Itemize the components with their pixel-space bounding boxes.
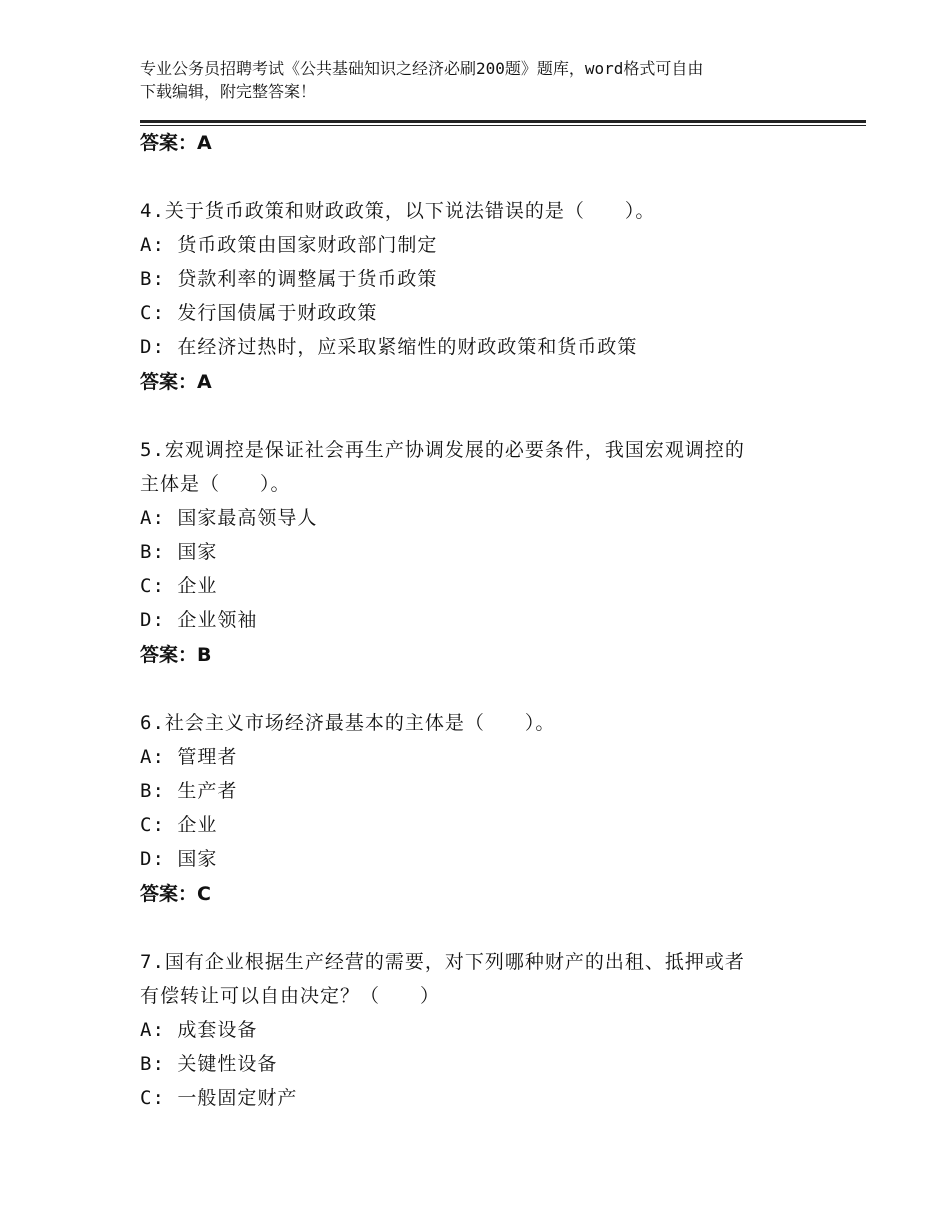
header-rule-thick xyxy=(140,120,866,123)
question-6-option-b: B: 生产者 xyxy=(140,780,238,802)
question-5-option-d: D: 企业领袖 xyxy=(140,609,258,631)
question-6-answer: 答案：C xyxy=(140,883,211,905)
header-rule-thin xyxy=(140,125,866,126)
question-5-answer: 答案：B xyxy=(140,644,212,666)
question-6-option-d: D: 国家 xyxy=(140,848,218,870)
question-4-stem: 4.关于货币政策和财政政策，以下说法错误的是（ ）。 xyxy=(140,200,656,222)
page-header xyxy=(140,57,820,103)
question-4-option-d: D: 在经济过热时，应采取紧缩性的财政政策和货币政策 xyxy=(140,336,638,358)
question-6-stem: 6.社会主义市场经济最基本的主体是（ ）。 xyxy=(140,712,556,734)
question-7-option-a: A: 成套设备 xyxy=(140,1019,258,1041)
question-4-option-b: B: 贷款利率的调整属于货币政策 xyxy=(140,268,438,290)
header-line-1: 专业公务员招聘考试《公共基础知识之经济必刷200题》题库，word格式可自由 xyxy=(140,59,704,78)
question-6-option-c: C: 企业 xyxy=(140,814,218,836)
answer-prev: 答案：A xyxy=(140,132,212,154)
header-line-2: 下载编辑，附完整答案！ xyxy=(140,82,317,101)
question-5-stem-line-1: 5.宏观调控是保证社会再生产协调发展的必要条件，我国宏观调控的 xyxy=(140,439,745,461)
question-7-stem-line-1: 7.国有企业根据生产经营的需要，对下列哪种财产的出租、抵押或者 xyxy=(140,951,745,973)
question-6-option-a: A: 管理者 xyxy=(140,746,238,768)
question-4-answer: 答案：A xyxy=(140,371,212,393)
question-5-option-c: C: 企业 xyxy=(140,575,218,597)
question-5-option-a: A: 国家最高领导人 xyxy=(140,507,318,529)
question-7-option-c: C: 一般固定财产 xyxy=(140,1087,298,1109)
question-4-option-c: C: 发行国债属于财政政策 xyxy=(140,302,378,324)
question-4-option-a: A: 货币政策由国家财政部门制定 xyxy=(140,234,438,256)
question-7-stem-line-2: 有偿转让可以自由决定？（ ） xyxy=(140,985,441,1007)
question-7-option-b: B: 关键性设备 xyxy=(140,1053,278,1075)
question-5-option-b: B: 国家 xyxy=(140,541,218,563)
question-5-stem-line-2: 主体是（ ）。 xyxy=(140,473,291,495)
